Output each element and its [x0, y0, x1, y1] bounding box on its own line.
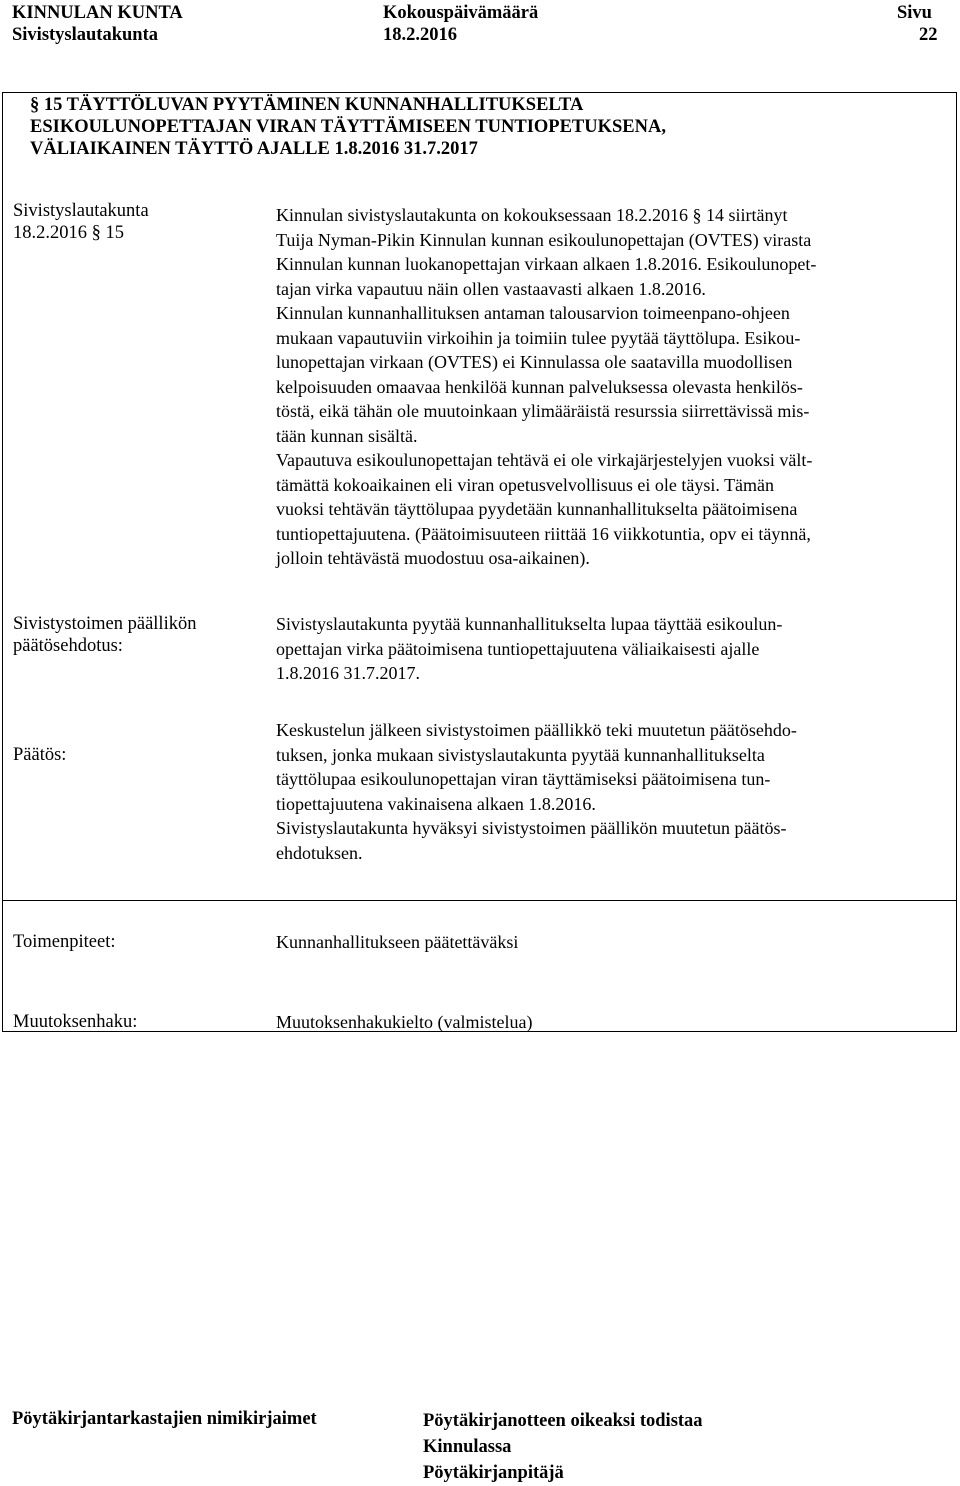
header-page-number: 22 [919, 25, 938, 45]
header-body: Sivistyslautakunta [12, 25, 158, 45]
text-line: tuksen, jonka mukaan sivistyslautakunta pyytää kunnanhallitukselta [276, 744, 765, 765]
reference-body: Sivistyslautakunta [13, 201, 149, 221]
text-line: Sivistyslautakunta hyväksyi sivistystoimen päällikön muutetun päätös- [276, 818, 787, 838]
text-line: Vapautuva esikoulunopettajan tehtävä ei ole virkajärjestelyjen vuoksi vält- [276, 450, 813, 470]
text-line: mukaan vapautuviin virkoihin ja toimiin tulee pyytää täyttölupa. Esikou- [276, 327, 801, 348]
header-org: KINNULAN KUNTA [12, 3, 183, 23]
text-line: Kinnulan sivistyslautakunta on kokouksessaan 18.2.2016 § 14 siirtänyt [276, 205, 788, 225]
proposal-text [276, 612, 944, 686]
appeal-label: Muutoksenhaku: [13, 1012, 138, 1032]
proposal-label-line: päätösehdotus: [13, 636, 123, 656]
text-line: Kinnulan kunnan luokanopettajan virkaan alkaen 1.8.2016. Esikoulunopet- [276, 254, 817, 274]
text-line: opettajan virka päätoimisena tuntiopettajuutena väliaikaisesti ajalle [276, 638, 760, 659]
proposal-label-line: Sivistystoimen päällikön [13, 614, 197, 634]
footer-cert-line: Pöytäkirjanotteen oikeaksi todistaa [423, 1411, 703, 1431]
header-date-label: Kokouspäivämäärä [383, 3, 539, 23]
footer-signatures: Pöytäkirjantarkastajien nimikirjaimet [12, 1409, 317, 1429]
reference-section: 18.2.2016 § 15 [13, 223, 124, 243]
actions-text: Kunnanhallitukseen päätettäväksi [276, 932, 519, 952]
text-line: vuoksi tehtävän täyttölupaa pyydetään kunnanhallitukselta päätoimisena [276, 499, 798, 519]
text-line: jolloin tehtävästä muodostuu osa-aikainen). [276, 548, 590, 568]
text-line: ehdotuksen. [276, 842, 363, 863]
section-divider [2, 900, 957, 901]
text-line: 1.8.2016 31.7.2017. [276, 663, 420, 683]
item-title-line: § 15 TÄYTTÖLUVAN PYYTÄMINEN KUNNANHALLITUKSELTA [30, 95, 584, 115]
appeal-text: Muutoksenhakukielto (valmistelua) [276, 1012, 533, 1032]
footer-cert-line: Pöytäkirjanpitäjä [423, 1463, 564, 1483]
proposal-label [13, 613, 258, 657]
text-line: lunopettajan virkaan (OVTES) ei Kinnulassa ole saatavilla muodollisen [276, 352, 793, 372]
header-page-label: Sivu [897, 3, 932, 23]
text-line: tämättä kokoaikainen eli viran opetusvelvollisuus ei ole täysi. Tämän [276, 474, 775, 495]
background-text [276, 203, 944, 571]
actions-label: Toimenpiteet: [13, 932, 116, 952]
text-line: tiopettajuutena vakinaisena alkaen 1.8.2016. [276, 793, 596, 814]
decision-text [276, 718, 944, 865]
decision-label: Päätös: [13, 745, 67, 765]
text-line: Keskustelun jälkeen sivistystoimen päällikkö teki muutetun päätösehdo- [276, 720, 797, 740]
item-title-line: ESIKOULUNOPETTAJAN VIRAN TÄYTTÄMISEEN TUNTIOPETUKSENA, [30, 117, 666, 137]
text-line: tajan virka vapautuu näin ollen vastaavasti alkaen 1.8.2016. [276, 278, 706, 299]
text-line: kelpoisuuden omaavaa henkilöä kunnan palveluksessa olevasta henkilös- [276, 376, 803, 397]
text-line: Kinnulan kunnanhallituksen antaman talousarvion toimeenpano-ohjeen [276, 303, 790, 323]
text-line: tään kunnan sisältä. [276, 425, 418, 446]
text-line: Sivistyslautakunta pyytää kunnanhallitukselta lupaa täyttää esikoulun- [276, 614, 783, 634]
header-date: 18.2.2016 [383, 25, 457, 45]
text-line: Tuija Nyman-Pikin Kinnulan kunnan esikoulunopettajan (OVTES) virasta [276, 229, 812, 250]
footer-certification [423, 1408, 703, 1486]
item-title [30, 94, 930, 160]
item-title-line: VÄLIAIKAINEN TÄYTTÖ AJALLE 1.8.2016 31.7.2017 [30, 139, 478, 159]
text-line: tuntiopettajuutena. (Päätoimisuuteen riittää 16 viikkotuntia, opv ei täynnä, [276, 523, 811, 544]
text-line: täyttölupaa esikoulunopettajan viran täyttämiseksi päätoimisena tun- [276, 769, 771, 789]
reference-label [13, 200, 258, 244]
footer-cert-line: Kinnulassa [423, 1437, 512, 1457]
text-line: töstä, eikä tähän ole muutoinkaan ylimääräistä resurssia siirrettävissä mis- [276, 401, 810, 421]
